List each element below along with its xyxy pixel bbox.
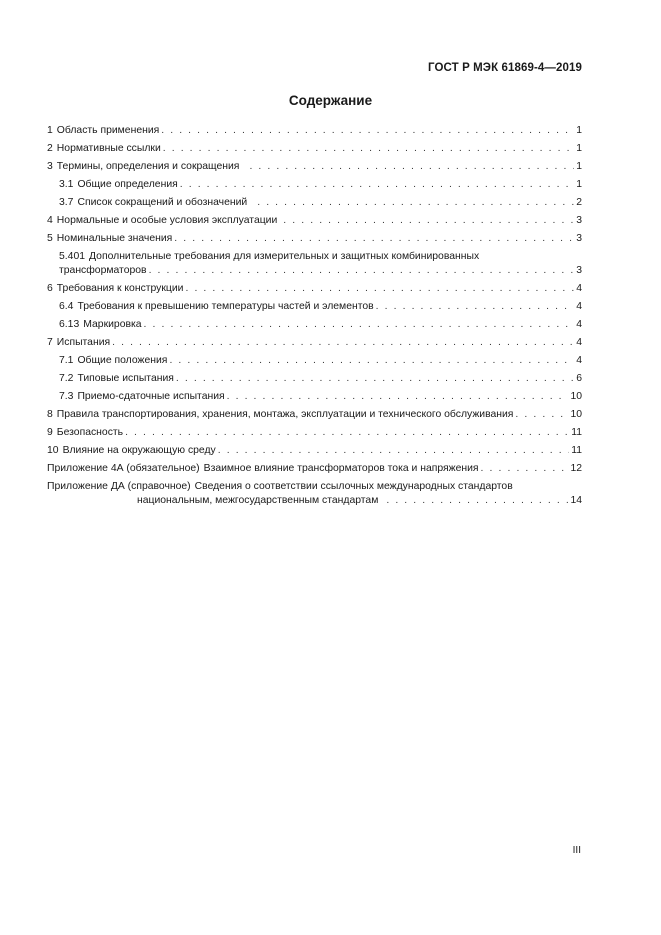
toc-entry[interactable]: 7.3 Приемо-сдаточные испытания . . . 10 (47, 390, 582, 404)
toc-entry[interactable]: 7 Испытания . . . 4 (47, 336, 582, 350)
toc-entry[interactable]: 5.401 Дополнительные требования для измерительных и защитных комбинированных трансформаторов . . . 3 (47, 250, 582, 278)
dot-leader (257, 196, 574, 210)
toc-entry[interactable]: 7.1 Общие положения . . . 4 (47, 354, 582, 368)
toc-entry[interactable]: 1 Область применения . . . 1 (47, 124, 582, 138)
table-of-contents (47, 124, 582, 508)
dot-leader (169, 354, 574, 368)
dot-leader (218, 444, 569, 458)
toc-entry[interactable]: 6.13 Маркировка . . . 4 (47, 318, 582, 332)
dot-leader (283, 214, 574, 228)
dot-leader (249, 160, 574, 174)
toc-entry[interactable]: 4 Нормальные и особые условия эксплуатации . . . 3 (47, 214, 582, 228)
toc-entry[interactable]: 6 Требования к конструкции . . . 4 (47, 282, 582, 296)
dot-leader (376, 300, 575, 314)
toc-entry[interactable]: 8 Правила транспортирования, хранения, монтажа, эксплуатации и технического обслуживания . . . 10 (47, 408, 582, 422)
dot-leader (176, 372, 574, 386)
toc-entry[interactable]: 6.4 Требования к превышению температуры частей и элементов . . . 4 (47, 300, 582, 314)
toc-entry[interactable]: 2 Нормативные ссылки . . . 1 (47, 142, 582, 156)
dot-leader (144, 318, 575, 332)
dot-leader (149, 264, 575, 278)
toc-entry-appendix[interactable]: Приложение ДА (справочное) Сведения о соответствии ссылочных международных стандартов национальным, межгосударственным стандартам . . . 14 (47, 480, 582, 508)
dot-leader (227, 390, 569, 404)
page-number: III (572, 845, 581, 856)
dot-leader (515, 408, 568, 422)
dot-leader (481, 462, 569, 476)
toc-entry[interactable]: 5 Номинальные значения . . . 3 (47, 232, 582, 246)
toc-entry[interactable]: 9 Безопасность . . . 11 (47, 426, 582, 440)
dot-leader (112, 336, 574, 350)
dot-leader (161, 124, 574, 138)
page-title: Содержание (288, 93, 373, 108)
dot-leader (174, 232, 574, 246)
dot-leader (386, 494, 568, 508)
dot-leader (125, 426, 569, 440)
toc-entry[interactable]: 7.2 Типовые испытания . . . 6 (47, 372, 582, 386)
document-code: ГОСТ Р МЭК 61869-4—2019 (428, 62, 582, 74)
toc-entry[interactable]: 3.1 Общие определения . . . 1 (47, 178, 582, 192)
dot-leader (185, 282, 574, 296)
toc-entry[interactable]: 3.7 Список сокращений и обозначений . . . 2 (47, 196, 582, 210)
dot-leader (163, 142, 574, 156)
dot-leader (180, 178, 574, 192)
toc-entry[interactable]: 10 Влияние на окружающую среду . . . 11 (47, 444, 582, 458)
toc-entry-appendix[interactable]: Приложение 4А (обязательное) Взаимное влияние трансформаторов тока и напряжения . . . 12 (47, 462, 582, 476)
toc-entry[interactable]: 3 Термины, определения и сокращения . . . 1 (47, 160, 582, 174)
